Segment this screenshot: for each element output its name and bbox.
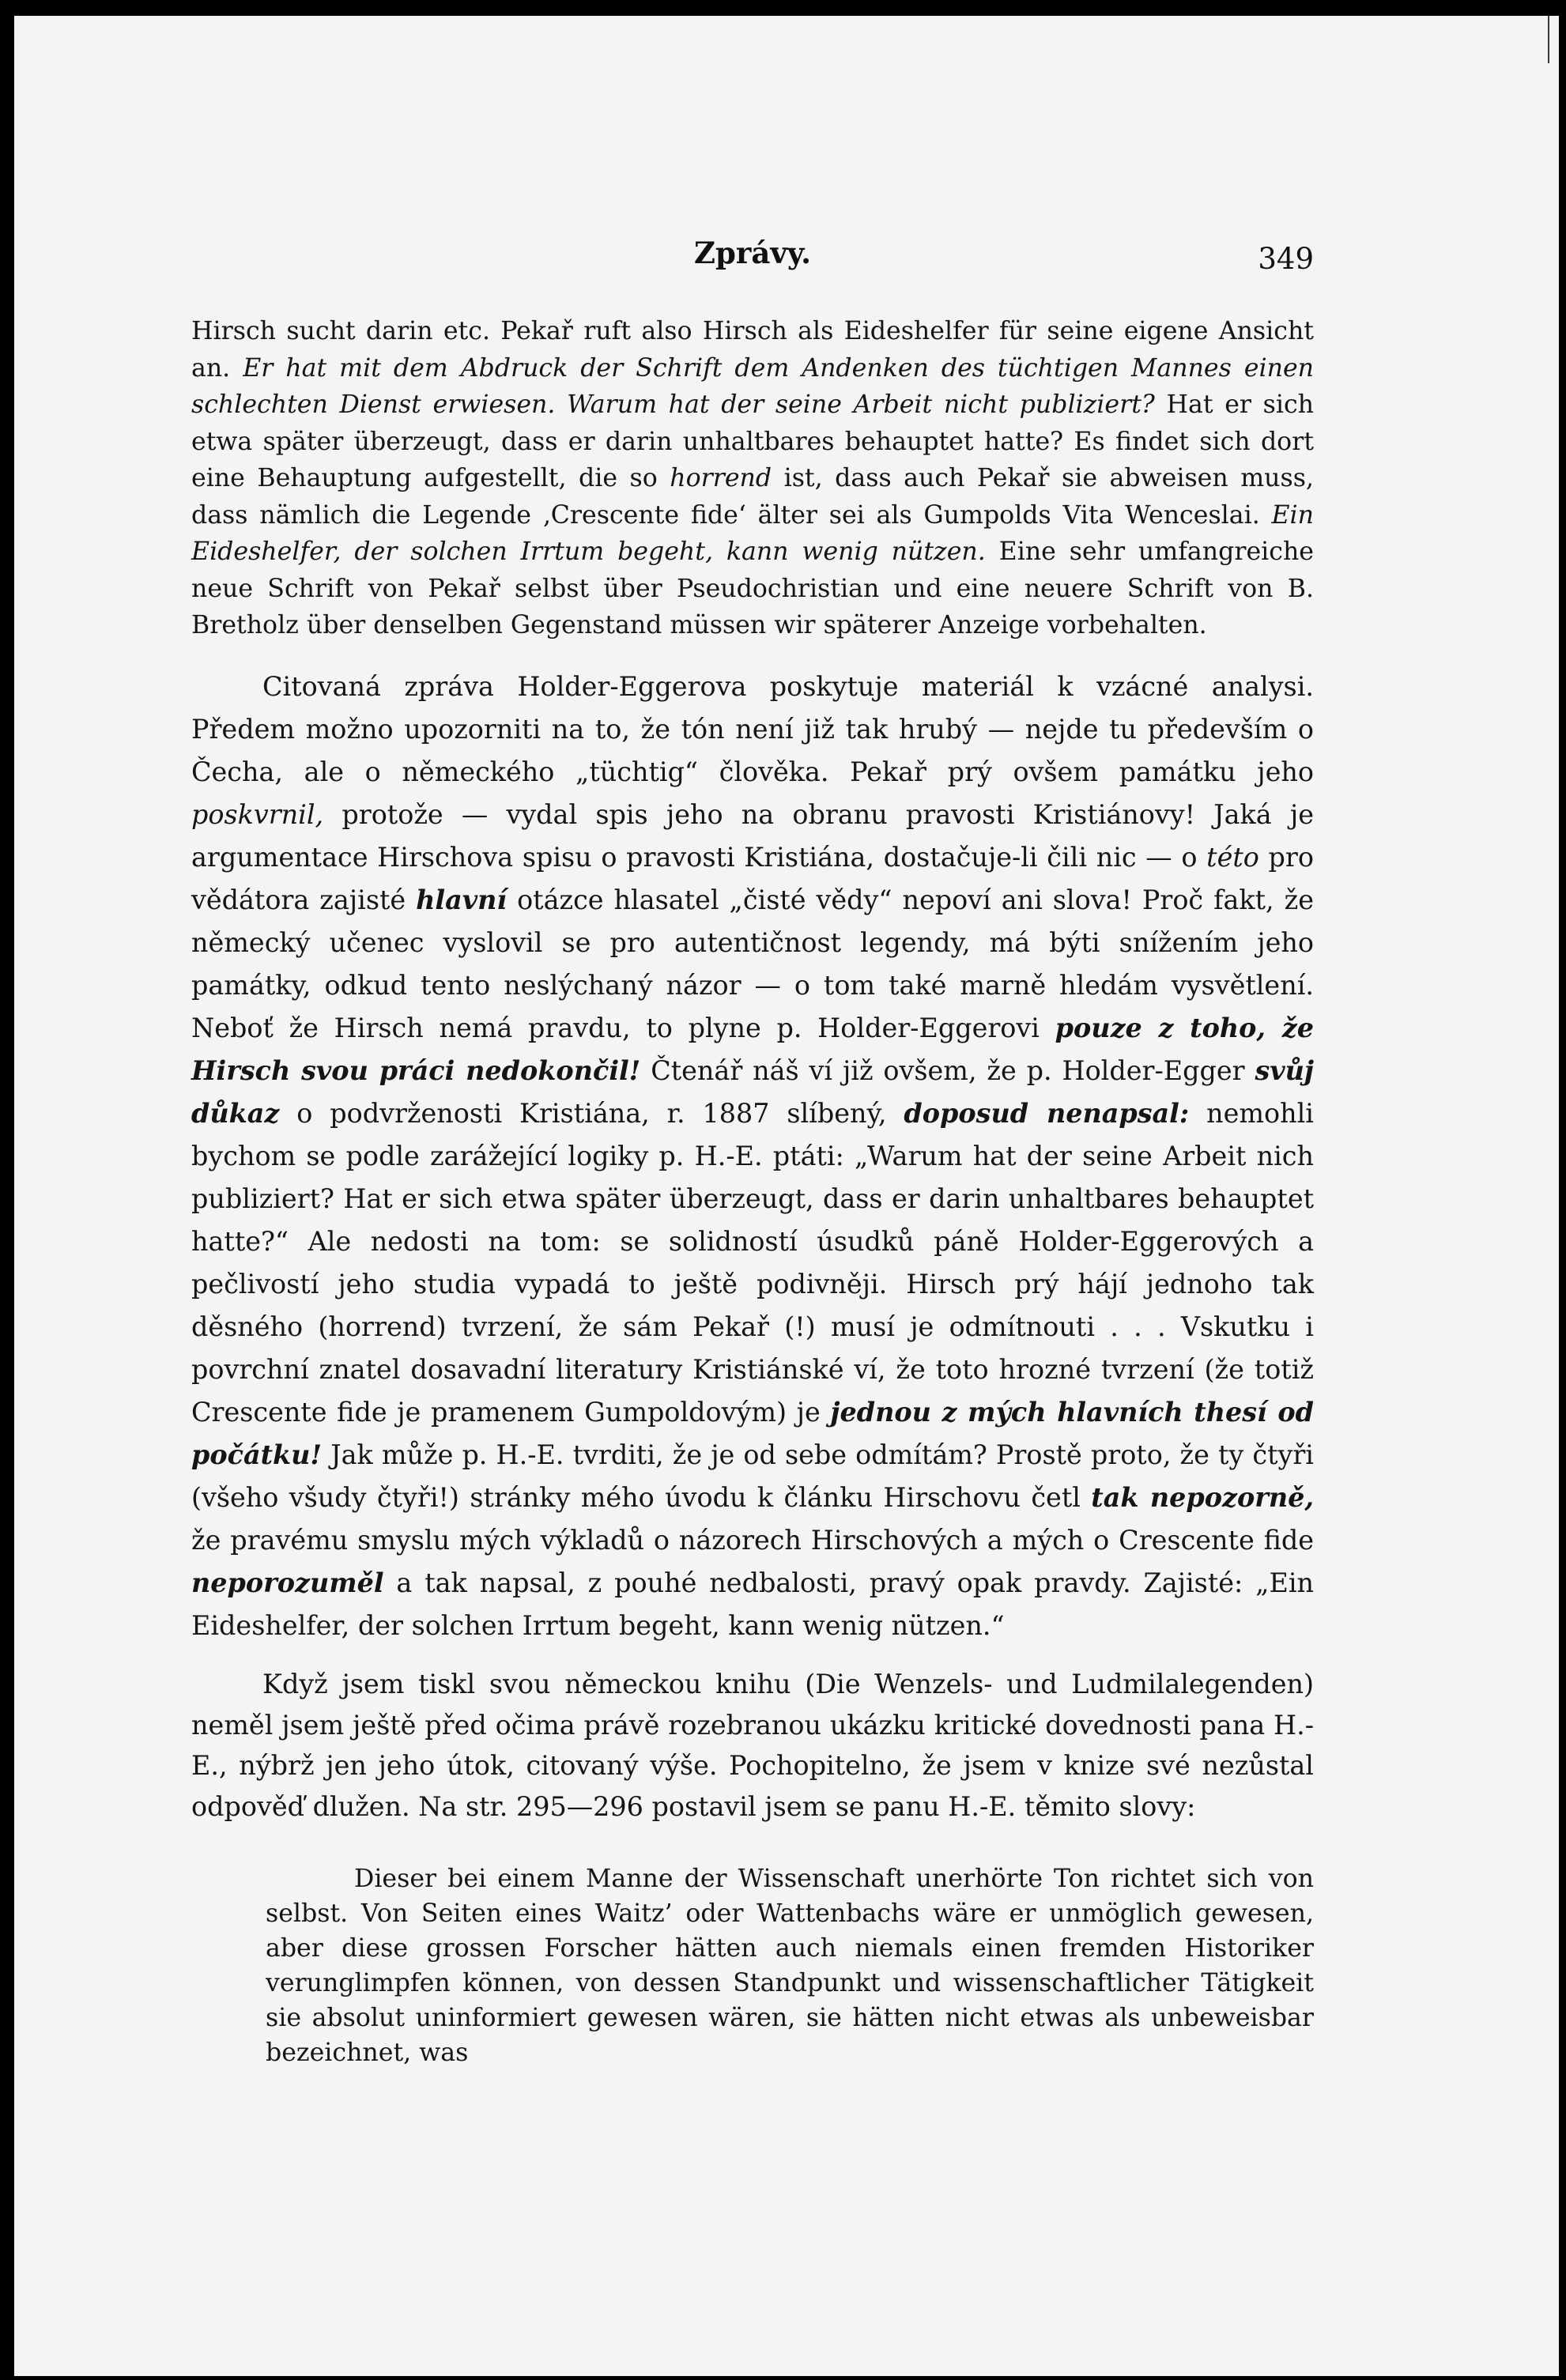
bold-italic-text-run: svůj důkaz <box>191 1055 1314 1129</box>
page-title: Zprávy. <box>694 236 811 270</box>
text-run: Jak může p. H.-E. tvrditi, že je od sebe odmítám? Prostě proto, že ty čtyři (všeho všudy čtyři!) stránky mého úvodu k článku Hirschovu četl <box>191 1439 1314 1513</box>
german-summary-paragraph <box>191 313 1314 644</box>
bold-italic-text-run: pouze z toho, že Hirsch svou práci nedokončil! <box>191 1013 1314 1086</box>
bold-italic-text-run: tak nepozorně, <box>1091 1482 1314 1513</box>
italic-text-run: horrend <box>670 464 772 492</box>
bold-italic-text-run: doposud nenapsal: <box>904 1098 1190 1129</box>
text-run: o podvrženosti Kristiána, r. 1887 slíbený, <box>279 1098 904 1129</box>
german-summary-text <box>191 313 1314 644</box>
czech-paragraph-2 <box>191 1664 1314 1827</box>
text-run: a tak napsal, z pouhé nedbalosti, pravý opak pravdy. Zajisté: „Ein Eideshelfer, der solchen Irrtum begeht, kann wenig nützen.“ <box>191 1567 1314 1641</box>
bold-italic-text-run: neporozuměl <box>191 1567 384 1598</box>
page-number: 349 <box>1258 242 1314 276</box>
text-run: pro vědátora zajisté <box>191 842 1314 915</box>
text-run: Citovaná zpráva Holder-Eggerova poskytuje materiál k vzácné analysi. Předem možno upozorniti na to, že tón není již tak hrubý — nejde tu především o Čecha, ale o německého „tüchtig“ člověka. Pekař prý ovšem památku jeho <box>191 671 1314 787</box>
italic-text-run: této <box>1206 842 1259 873</box>
text-run: Eine sehr umfangreiche neue Schrift von Pekař selbst über Pseudochristian und eine neuere Schrift von B. Bretholz über denselben Gegenstand müssen wir späterer Anzeige vorbehalten. <box>191 537 1314 639</box>
bold-italic-text-run: hlavní <box>416 884 508 915</box>
bold-italic-text-run: jednou z mých hlavních thesí od počátku! <box>191 1397 1314 1470</box>
text-run: Hirsch sucht darin etc. Pekař ruft also Hirsch als Eideshelfer für seine eigene Ansicht an. <box>191 317 1314 383</box>
german-block-quote <box>266 1861 1314 2070</box>
italic-text-run: Er hat mit dem Abdruck der Schrift dem Andenken des tüchtigen Mannes einen schlechten Dienst erwiesen. Warum hat der seine Arbeit nicht publiziert? <box>191 353 1314 419</box>
czech-paragraph-1 <box>191 666 1314 1647</box>
text-run: otázce hlasatel „čisté vědy“ nepoví ani slova! Proč fakt, že německý učenec vyslovil se pro autentičnost legendy, má býti snížením jeho památky, odkud tento neslýchaný názor — o tom také marně hledám vysvětlení. Neboť že Hirsch nemá pravdu, to plyne p. Holder-Eggerovi <box>191 884 1314 1043</box>
czech-paragraph-2-text: Když jsem tiskl svou německou knihu (Die Wenzels- und Ludmilalegenden) neměl jsem ještě před očima právě rozebranou ukázku kritické dovednosti pana H.-E., nýbrž jen jeho útok, citovaný výše. Pochopitelno, že jsem v knize své nezůstal odpověď dlužen. Na str. 295—296 postavil jsem se panu H.-E. těmito slovy: <box>191 1669 1314 1822</box>
text-run: Hat er sich etwa später überzeugt, dass er darin unhaltbares behauptet hatte? Es findet sich dort eine Behauptung aufgestellt, die so <box>191 390 1315 492</box>
german-quote-text: Dieser bei einem Manne der Wissenschaft unerhörte Ton richtet sich von selbst. Von Seiten eines Waitz’ oder Wattenbachs wäre er unmöglich gewesen, aber diese grossen Forscher hätten auch niemals einen fremden Historiker verunglimpfen können, von dessen Standpunkt und wissenschaftlicher Tätigkeit sie absolut uninformiert gewesen wären, sie hätten nicht etwas als unbeweisbar bezeichnet, was <box>266 1865 1314 2067</box>
text-run: nemohli bychom se podle zarážející logiky p. H.-E. ptáti: „Warum hat der seine Arbeit nich publiziert? Hat er sich etwa später überzeugt, dass er darin unhaltbares behauptet hatte?“ Ale nedosti na tom: se solidností úsudků páně Holder-Eggerových a pečlivostí jeho studia vypadá to ještě podivněji. Hirsch prý hájí jednoho tak děsného (horrend) tvrzení, že sám Pekař (!) musí je odmítnouti . . . Vskutku i povrchní znatel dosavadní literatury Kristiánské ví, že toto hrozné tvrzení (že totiž Crescente fide je pramenem Gumpoldovým) je <box>191 1098 1314 1428</box>
scan-edge-mark <box>1548 16 1560 63</box>
text-run: protože — vydal spis jeho na obranu pravosti Kristiánovy! Jaká je argumentace Hirschova spisu o pravosti Kristiána, dostačuje-li čili nic — o <box>191 799 1314 873</box>
running-header <box>191 236 1314 283</box>
czech-paragraph-1-text <box>191 666 1314 1647</box>
text-run: ist, dass auch Pekař sie abweisen muss, dass nämlich die Legende ‚Crescente fide‘ älter sei als Gumpolds Vita Wenceslai. <box>191 464 1314 530</box>
text-run: Čtenář náš ví již ovšem, že p. Holder-Egger <box>640 1055 1255 1086</box>
text-run: že pravému smyslu mých výkladů o názorech Hirschových a mých o Crescente fide <box>191 1525 1314 1556</box>
italic-text-run: Ein Eideshelfer, der solchen Irrtum begeht, kann wenig nützen. <box>191 500 1314 566</box>
italic-text-run: poskvrnil, <box>191 799 324 830</box>
